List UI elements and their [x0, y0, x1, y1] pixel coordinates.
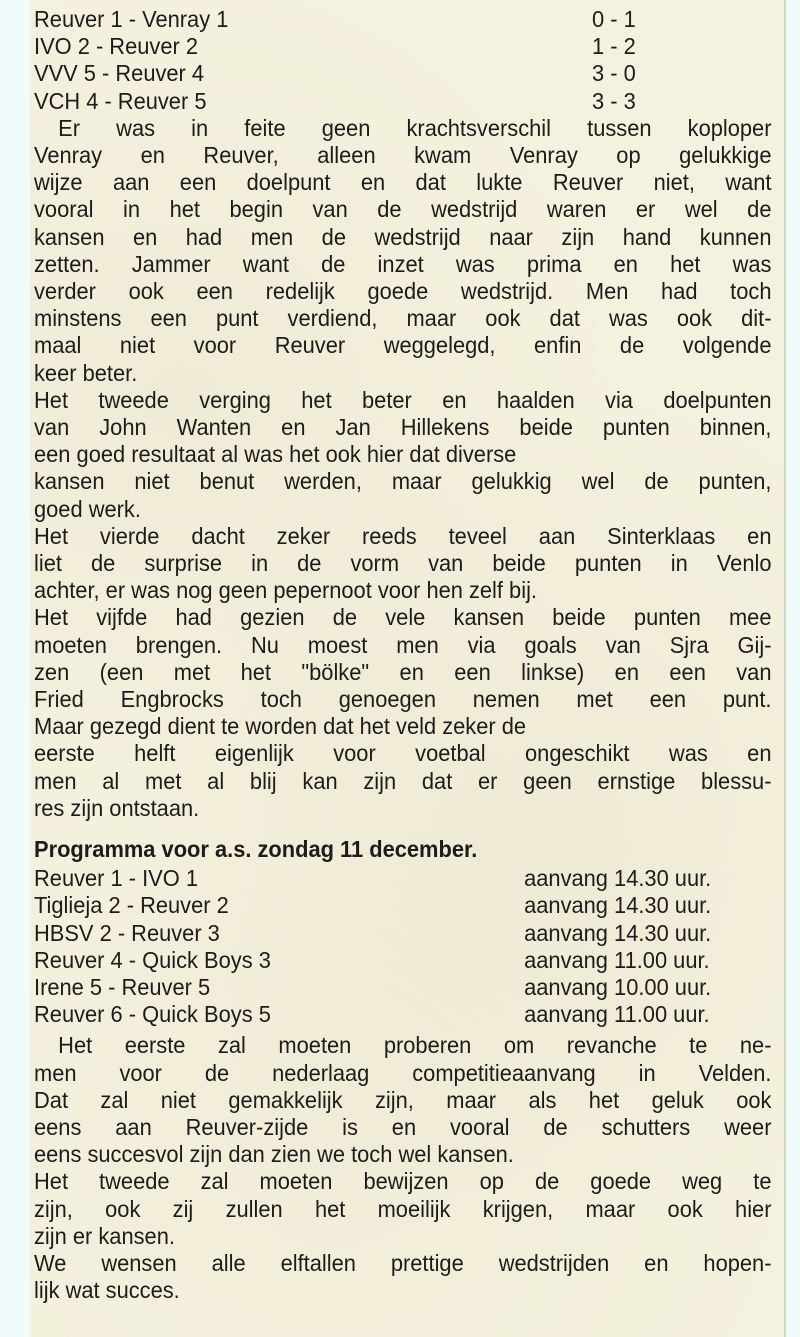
result-row [34, 60, 771, 87]
text-line: Het tweede zal moeten bewijzen op de goede weg te [34, 1168, 772, 1195]
text-line: Het eerste zal moeten proberen om revanche te ne- [58, 1032, 772, 1059]
kickoff-time: aanvang 11.00 uur. [524, 1001, 710, 1028]
closing-paragraph [34, 1250, 771, 1304]
text-line: Fried Engbrocks toch genoegen nemen met een punt. [34, 686, 772, 713]
kickoff-time: aanvang 11.00 uur. [524, 946, 710, 973]
text-line: van John Wanten en Jan Hillekens beide punten binnen, [34, 413, 772, 440]
report-paragraph-fourth-team [34, 523, 771, 605]
program-row [34, 947, 771, 974]
match-name: Reuver 1 - Venray 1 [34, 6, 229, 32]
text-line: eerste helft eigenlijk voor voetbal ongeschikt was en [34, 740, 772, 767]
program-row [34, 865, 771, 892]
text-line: moeten brengen. Nu moest men via goals van Sjra Gij- [34, 631, 772, 658]
text-line: vooral in het begin van de wedstrijd waren er wel de [34, 196, 772, 223]
text-line: eens succesvol zijn dan zien we toch wel kansen. [34, 1141, 514, 1168]
text-line: zen (een met het "bölke" en een linkse) en een van [34, 658, 772, 685]
preview-paragraph-second-team [34, 1168, 771, 1250]
text-line: men voor de nederlaag competitieaanvang in Velden. [34, 1059, 772, 1086]
match-name: IVO 2 - Reuver 2 [34, 33, 198, 60]
text-line: minstens een punt verdiend, maar ook dat was ook dit- [34, 305, 772, 332]
match-name: VVV 5 - Reuver 4 [34, 60, 205, 87]
match-score: 3 - 0 [592, 60, 636, 87]
program-list [34, 865, 771, 1028]
text-line: Dat zal niet gemakkelijk zijn, maar als het geluk ook [34, 1086, 772, 1113]
result-row [34, 6, 771, 33]
kickoff-time: aanvang 14.30 uur. [524, 919, 712, 946]
program-row [34, 892, 771, 919]
text-line: verder ook een redelijk goede wedstrijd. Men had toch [34, 277, 772, 304]
match-name: HBSV 2 - Reuver 3 [34, 919, 220, 946]
text-line: Het tweede verging het beter en haalden via doelpunten [34, 386, 772, 413]
preview-paragraph-first-team [34, 1032, 771, 1168]
result-row [34, 88, 771, 115]
match-name: Irene 5 - Reuver 5 [34, 973, 211, 1000]
report-paragraph-fifth-team [34, 604, 771, 822]
text-line: achter, er was nog geen pepernoot voor hen zelf bij. [34, 577, 537, 604]
kickoff-time: aanvang 14.30 uur. [524, 892, 712, 919]
result-row [34, 33, 771, 60]
program-heading: Programma voor a.s. zondag 11 december. [34, 836, 478, 863]
text-line: lijk wat succes. [34, 1277, 180, 1304]
text-line: Er was in feite geen krachtsverschil tussen koploper [58, 114, 772, 141]
text-line: Venray en Reuver, alleen kwam Venray op gelukkige [34, 141, 772, 168]
clipping-edge [784, 0, 786, 1337]
text-line: liet de surprise in de vorm van beide punten in Venlo [34, 550, 772, 576]
text-line: kansen niet benut werden, maar gelukkig wel de punten, [34, 468, 772, 495]
text-line: We wensen alle elftallen prettige wedstrijden en hopen- [34, 1249, 772, 1276]
text-line: Maar gezegd dient te worden dat het veld zeker de [34, 713, 527, 740]
text-line: een goed resultaat al was het ook hier dat diverse [34, 441, 517, 468]
program-row [34, 974, 771, 1001]
text-line: kansen en had men de wedstrijd naar zijn hand kunnen [34, 223, 772, 250]
text-line: goed werk. [34, 495, 141, 522]
match-name: Tiglieja 2 - Reuver 2 [34, 892, 229, 919]
text-line: zetten. Jammer want de inzet was prima en het was [34, 250, 772, 277]
match-score: 1 - 2 [592, 33, 636, 60]
results-list [34, 6, 771, 115]
text-line: men al met al blij kan zijn dat er geen ernstige blessu- [34, 767, 772, 794]
text-line: wijze aan een doelpunt en dat lukte Reuver niet, want [34, 169, 772, 196]
text-line: res zijn ontstaan. [34, 794, 200, 821]
report-paragraph-second-team [34, 387, 771, 523]
text-line: keer beter. [34, 359, 138, 386]
match-name: VCH 4 - Reuver 5 [34, 87, 207, 114]
text-line: maal niet voor Reuver weggelegd, enfin de volgende [34, 332, 772, 359]
program-row [34, 920, 771, 947]
kickoff-time: aanvang 14.30 uur. [524, 865, 712, 892]
text-line: eens aan Reuver-zijde is en vooral de schutters weer [34, 1113, 772, 1140]
kickoff-time: aanvang 10.00 uur. [524, 973, 712, 1000]
match-name: Reuver 6 - Quick Boys 5 [34, 1001, 271, 1028]
report-paragraph-first-team [34, 115, 771, 387]
match-name: Reuver 4 - Quick Boys 3 [34, 946, 271, 973]
text-line: Het vijfde had gezien de vele kansen beide punten mee [34, 604, 772, 631]
match-score: 0 - 1 [592, 6, 636, 32]
article-body [34, 6, 771, 1304]
match-score: 3 - 3 [592, 87, 636, 114]
program-row [34, 1001, 771, 1028]
text-line: zijn er kansen. [34, 1222, 175, 1249]
match-name: Reuver 1 - IVO 1 [34, 865, 198, 892]
text-line: Het vierde dacht zeker reeds teveel aan Sinterklaas en [34, 522, 772, 549]
text-line: zijn, ook zij zullen het moeilijk krijgen, maar ook hier [34, 1195, 772, 1222]
